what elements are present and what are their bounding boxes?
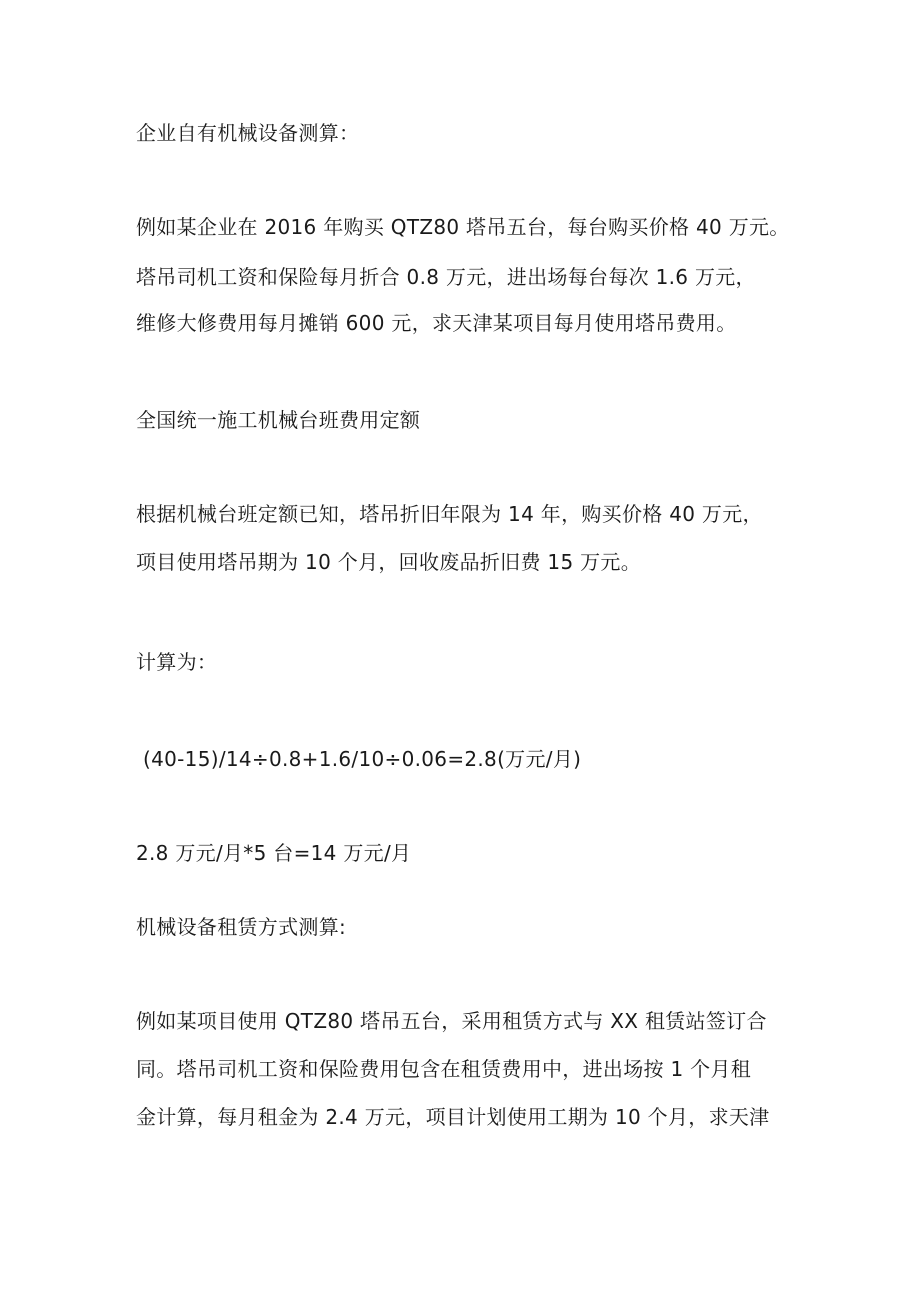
text-line: 金计算，每月租金为 2.4 万元，项目计划使用工期为 10 个月，求天津 (136, 1105, 770, 1129)
formula-monthly-cost (143, 743, 813, 775)
text-line: 计算为： (136, 650, 218, 674)
text-line: 全国统一施工机械台班费用定额 (136, 408, 421, 432)
text-line: 项目使用塔吊期为 10 个月，回收废品折旧费 15 万元。 (136, 550, 642, 574)
text-line: 例如某企业在 2016 年购买 QTZ80 塔吊五台，每台购买价格 40 万元。 (136, 215, 790, 239)
paragraph-example-own (136, 211, 806, 339)
heading-quota (136, 404, 806, 436)
text-line: 塔吊司机工资和保险每月折合 0.8 万元，进出场每台每次 1.6 万元， (136, 265, 756, 289)
paragraph-example-lease (136, 1005, 806, 1133)
text-line: 同。塔吊司机工资和保险费用包含在租赁费用中，进出场按 1 个月租 (136, 1057, 752, 1081)
formula-total-cost (136, 837, 806, 869)
text-line: 根据机械台班定额已知，塔吊折旧年限为 14 年，购买价格 40 万元， (136, 502, 763, 526)
paragraph-quota-known (136, 498, 806, 578)
heading-own-equipment (136, 117, 806, 149)
text-line: 维修大修费用每月摊销 600 元，求天津某项目每月使用塔吊费用。 (136, 311, 737, 335)
text-line: 企业自有机械设备测算： (136, 121, 360, 145)
text-line: 例如某项目使用 QTZ80 塔吊五台，采用租赁方式与 XX 租赁站签订合 (136, 1009, 767, 1033)
heading-lease (136, 911, 806, 943)
calc-label (136, 646, 806, 678)
text-line: (40-15)/14÷0.8+1.6/10÷0.06=2.8(万元/月) (143, 747, 582, 771)
text-line: 机械设备租赁方式测算: (136, 915, 347, 939)
text-line: 2.8 万元/月*5 台=14 万元/月 (136, 841, 412, 865)
